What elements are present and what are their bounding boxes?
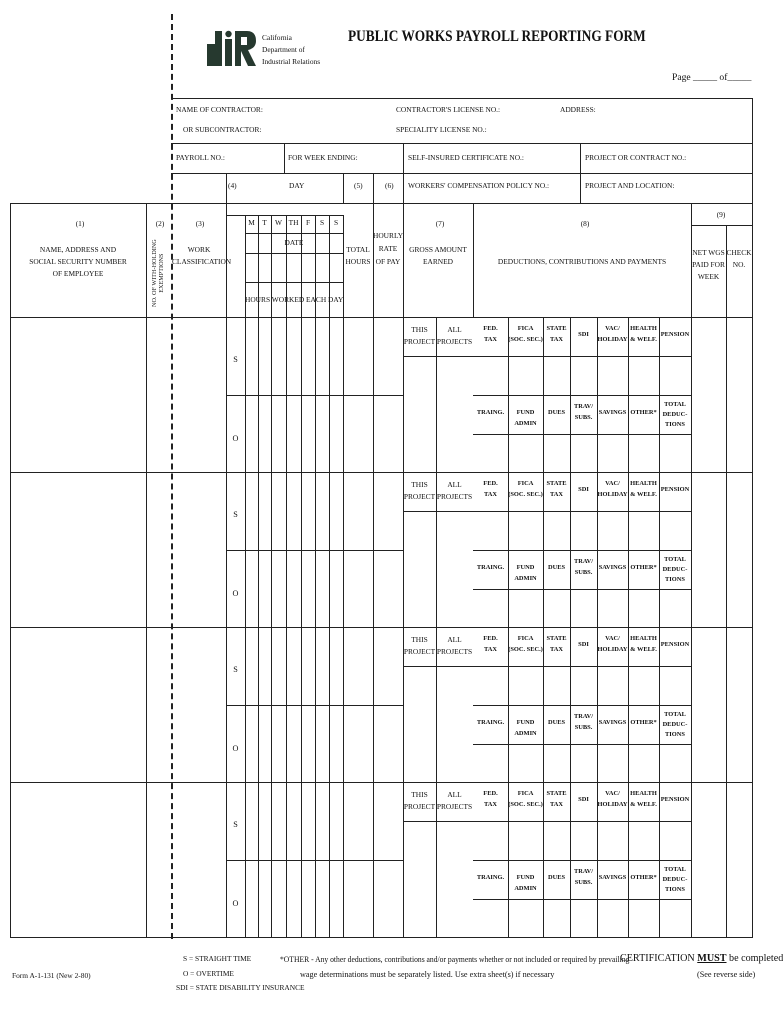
dir-logo	[207, 30, 257, 68]
state-tax-label-2: TAX	[549, 646, 564, 653]
all-projects-label-2: PROJECTS	[436, 802, 473, 811]
col-6-number: (6)	[385, 181, 394, 190]
total-deductions-label-2: DEDUC-	[662, 721, 688, 728]
fed-tax-label-2: TAX	[483, 336, 498, 343]
legend-sdi: SDI = STATE DISABILITY INSURANCE	[176, 983, 305, 992]
net-wages-header-2: PAID FOR	[692, 260, 725, 269]
total-deductions-label-3: TIONS	[665, 886, 685, 893]
rule-horizontal	[226, 550, 403, 551]
other-label: OTHER*	[630, 719, 657, 726]
page-number-label: Page _____ of_____	[672, 72, 752, 83]
net-wages-header-3: WEEK	[697, 272, 720, 281]
health-welfare-label: HEALTH	[630, 480, 657, 487]
deductions-header: DEDUCTIONS, CONTRIBUTIONS AND PAYMENTS	[497, 257, 667, 266]
vacation-holiday-label-2: HOLIDAY	[597, 646, 628, 653]
check-no-header-1: CHECK	[726, 248, 752, 257]
fund-admin-label: FUND	[516, 719, 535, 726]
travel-subsistence-label-2: SUBS.	[574, 724, 593, 731]
certification-note	[620, 952, 783, 965]
col-9-number: (9)	[716, 210, 726, 219]
dues-label: DUES	[547, 564, 566, 571]
total-hours-header-2: HOURS	[345, 257, 371, 266]
specialty-license-label: SPECIALITY LICENSE NO.:	[396, 125, 487, 134]
state-tax-label-2: TAX	[549, 336, 564, 343]
vacation-holiday-label-2: HOLIDAY	[597, 801, 628, 808]
health-welfare-label-2: & WELF.	[630, 491, 657, 498]
travel-subsistence-label: TRAV/	[573, 403, 594, 410]
training-label: TRAING.	[476, 719, 505, 726]
other-note-1: *OTHER - Any other deductions, contributions and/or payments whether or not included or required by prevailing	[280, 955, 630, 964]
rule-horizontal	[226, 395, 403, 396]
total-deductions-label-2: DEDUC-	[662, 411, 688, 418]
total-deductions-label: TOTAL	[664, 401, 686, 408]
col-5-number: (5)	[354, 181, 363, 190]
work-class-header-2: CLASSIFICATION	[172, 257, 232, 266]
training-label: TRAING.	[476, 874, 505, 881]
rule-vertical	[570, 782, 571, 937]
binding-dash-line	[171, 14, 173, 939]
contractor-name-label: NAME OF CONTRACTOR:	[176, 105, 263, 114]
fed-tax-label: FED.	[483, 635, 498, 642]
straight-time-marker: S	[233, 510, 238, 519]
other-label: OTHER*	[630, 564, 657, 571]
hours-worked-header: HOURS WORKED EACH DAY	[245, 295, 344, 304]
rule-vertical	[659, 782, 660, 937]
gross-header-2: EARNED	[423, 257, 453, 266]
dues-label: DUES	[547, 719, 566, 726]
total-deductions-label-2: DEDUC-	[662, 876, 688, 883]
other-note-2: wage determinations must be separately listed. Use extra sheet(s) if necessary	[300, 970, 555, 979]
savings-label: SAVINGS	[598, 564, 627, 571]
rate-header-3: OF PAY	[375, 257, 401, 266]
dues-label: DUES	[547, 409, 566, 416]
col-2-number: (2)	[155, 219, 165, 228]
rule-vertical	[570, 627, 571, 782]
travel-subsistence-label: TRAV/	[573, 868, 594, 875]
fund-admin-label: FUND	[516, 564, 535, 571]
health-welfare-label: HEALTH	[630, 635, 657, 642]
this-project-label-2: PROJECT	[403, 337, 436, 346]
fund-admin-label-2: ADMIN	[514, 885, 537, 892]
legend-overtime: O = OVERTIME	[183, 969, 234, 978]
total-deductions-label: TOTAL	[664, 711, 686, 718]
rule-horizontal	[10, 627, 753, 628]
overtime-marker: O	[232, 434, 239, 443]
rule-horizontal	[403, 356, 473, 357]
total-deductions-label-3: TIONS	[665, 731, 685, 738]
this-project-label: THIS	[411, 790, 428, 799]
sdi-label: SDI	[578, 486, 589, 493]
rule-horizontal	[226, 705, 403, 706]
sdi-label: SDI	[578, 796, 589, 803]
rule-vertical	[659, 317, 660, 472]
fica-label: FICA	[517, 635, 534, 642]
vacation-holiday-label-2: HOLIDAY	[597, 491, 628, 498]
rule-horizontal	[226, 860, 403, 861]
fed-tax-label: FED.	[483, 790, 498, 797]
state-tax-label-2: TAX	[549, 801, 564, 808]
fica-label: FICA	[517, 790, 534, 797]
certification-post: be completed	[726, 952, 783, 964]
savings-label: SAVINGS	[598, 874, 627, 881]
this-project-label: THIS	[411, 635, 428, 644]
fund-admin-label-2: ADMIN	[514, 730, 537, 737]
all-projects-label: ALL	[447, 480, 462, 489]
agency-line-2: Department of	[262, 45, 305, 54]
fund-admin-label-2: ADMIN	[514, 575, 537, 582]
this-project-label-2: PROJECT	[403, 492, 436, 501]
vacation-holiday-label: VAC/	[605, 480, 620, 487]
rule-horizontal	[403, 666, 473, 667]
health-welfare-label-2: & WELF.	[630, 801, 657, 808]
straight-time-marker: S	[233, 665, 238, 674]
health-welfare-label: HEALTH	[630, 790, 657, 797]
all-projects-label: ALL	[447, 790, 462, 799]
total-hours-header-1: TOTAL	[346, 245, 370, 254]
week-ending-label: FOR WEEK ENDING:	[288, 153, 358, 162]
see-reverse-note: (See reverse side)	[697, 970, 756, 979]
straight-time-marker: S	[233, 820, 238, 829]
vacation-holiday-label: VAC/	[605, 790, 620, 797]
rule-vertical	[570, 317, 571, 472]
pension-label: PENSION	[660, 331, 690, 338]
total-deductions-label: TOTAL	[664, 556, 686, 563]
pension-label: PENSION	[660, 796, 690, 803]
state-tax-label: STATE	[546, 635, 567, 642]
travel-subsistence-label-2: SUBS.	[574, 569, 593, 576]
total-deductions-label: TOTAL	[664, 866, 686, 873]
fed-tax-label-2: TAX	[483, 801, 498, 808]
fica-label-2: (SOC. SEC.)	[508, 646, 543, 653]
training-label: TRAING.	[476, 409, 505, 416]
rate-header-1: HOURLY	[373, 231, 404, 240]
workers-comp-label: WORKERS' COMPENSATION POLICY NO.:	[408, 181, 550, 190]
legend-straight-time: S = STRAIGHT TIME	[183, 954, 252, 963]
form-number: Form A-1-131 (New 2-80)	[12, 971, 91, 980]
fica-label: FICA	[517, 325, 534, 332]
other-label: OTHER*	[630, 874, 657, 881]
state-tax-label-2: TAX	[549, 491, 564, 498]
health-welfare-label-2: & WELF.	[630, 646, 657, 653]
rule-vertical	[659, 472, 660, 627]
total-deductions-label-3: TIONS	[665, 421, 685, 428]
project-location-label: PROJECT AND LOCATION:	[585, 181, 675, 190]
fund-admin-label-2: ADMIN	[514, 420, 537, 427]
col-7-number: (7)	[435, 219, 445, 228]
rule-horizontal	[10, 782, 753, 783]
fica-label-2: (SOC. SEC.)	[508, 801, 543, 808]
sdi-label: SDI	[578, 331, 589, 338]
payroll-number-label: PAYROLL NO.:	[176, 153, 225, 162]
check-no-header-2: NO.	[732, 260, 746, 269]
rate-header-2: RATE	[378, 244, 398, 253]
fed-tax-label: FED.	[483, 325, 498, 332]
fund-admin-label: FUND	[516, 409, 535, 416]
travel-subsistence-label: TRAV/	[573, 713, 594, 720]
certification-must: MUST	[697, 952, 727, 964]
fica-label-2: (SOC. SEC.)	[508, 491, 543, 498]
health-welfare-label-2: & WELF.	[630, 336, 657, 343]
fed-tax-label-2: TAX	[483, 646, 498, 653]
col-3-number: (3)	[195, 219, 205, 228]
name-header-2: SOCIAL SECURITY NUMBER	[29, 257, 127, 266]
day-friday: F	[305, 218, 311, 227]
fund-admin-label: FUND	[516, 874, 535, 881]
name-header-1: NAME, ADDRESS AND	[39, 245, 117, 254]
sdi-label: SDI	[578, 641, 589, 648]
pension-label: PENSION	[660, 486, 690, 493]
other-label: OTHER*	[630, 409, 657, 416]
day-saturday: S	[319, 218, 325, 227]
fica-label: FICA	[517, 480, 534, 487]
day-monday: M	[248, 218, 255, 227]
all-projects-label: ALL	[447, 325, 462, 334]
day-label: DAY	[289, 181, 305, 190]
vacation-holiday-label: VAC/	[605, 635, 620, 642]
name-header-3: OF EMPLOYEE	[52, 269, 104, 278]
agency-line-3: Industrial Relations	[262, 57, 321, 66]
day-tuesday: T	[262, 218, 267, 227]
total-deductions-label-2: DEDUC-	[662, 566, 688, 573]
vacation-holiday-label: VAC/	[605, 325, 620, 332]
pension-label: PENSION	[660, 641, 690, 648]
rule-vertical	[659, 627, 660, 782]
state-tax-label: STATE	[546, 325, 567, 332]
overtime-marker: O	[232, 589, 239, 598]
date-label: DATE	[284, 238, 304, 247]
this-project-label-2: PROJECT	[403, 647, 436, 656]
travel-subsistence-label: TRAV/	[573, 558, 594, 565]
col-8-number: (8)	[580, 219, 590, 228]
exemptions-header: NO. OF WITH-HOLDING EXEMPTIONS	[150, 239, 165, 308]
overtime-marker: O	[232, 744, 239, 753]
total-deductions-label-3: TIONS	[665, 576, 685, 583]
fed-tax-label: FED.	[483, 480, 498, 487]
rule-horizontal	[10, 472, 753, 473]
state-tax-label: STATE	[546, 790, 567, 797]
self-insured-label: SELF-INSURED CERTIFICATE NO.:	[408, 153, 524, 162]
contractor-license-label: CONTRACTOR'S LICENSE NO.:	[396, 105, 501, 114]
savings-label: SAVINGS	[598, 409, 627, 416]
rule-horizontal	[403, 821, 473, 822]
agency-line-1: California	[262, 33, 292, 42]
all-projects-label: ALL	[447, 635, 462, 644]
all-projects-label-2: PROJECTS	[436, 492, 473, 501]
address-label: ADDRESS:	[560, 105, 596, 114]
net-wages-header-1: NET WGS	[692, 248, 725, 257]
training-label: TRAING.	[476, 564, 505, 571]
straight-time-marker: S	[233, 355, 238, 364]
this-project-label-2: PROJECT	[403, 802, 436, 811]
day-thursday: TH	[288, 218, 299, 227]
certification-pre: CERTIFICATION	[620, 952, 698, 964]
fed-tax-label-2: TAX	[483, 491, 498, 498]
this-project-label: THIS	[411, 325, 428, 334]
state-tax-label: STATE	[546, 480, 567, 487]
fica-label-2: (SOC. SEC.)	[508, 336, 543, 343]
gross-header-1: GROSS AMOUNT	[409, 245, 467, 254]
all-projects-label-2: PROJECTS	[436, 647, 473, 656]
day-sunday: S	[333, 218, 339, 227]
savings-label: SAVINGS	[598, 719, 627, 726]
travel-subsistence-label-2: SUBS.	[574, 879, 593, 886]
dues-label: DUES	[547, 874, 566, 881]
col-4-number: (4)	[228, 181, 237, 190]
subcontractor-label: OR SUBCONTRACTOR:	[183, 125, 262, 134]
col-1-number: (1)	[75, 219, 85, 228]
day-wednesday: W	[275, 218, 282, 227]
this-project-label: THIS	[411, 480, 428, 489]
all-projects-label-2: PROJECTS	[436, 337, 473, 346]
rule-horizontal	[403, 511, 473, 512]
form-title: PUBLIC WORKS PAYROLL REPORTING FORM	[348, 28, 646, 45]
rule-vertical	[570, 472, 571, 627]
work-class-header-1: WORK	[187, 245, 211, 254]
travel-subsistence-label-2: SUBS.	[574, 414, 593, 421]
health-welfare-label: HEALTH	[630, 325, 657, 332]
vacation-holiday-label-2: HOLIDAY	[597, 336, 628, 343]
overtime-marker: O	[232, 899, 239, 908]
project-number-label: PROJECT OR CONTRACT NO.:	[585, 153, 687, 162]
